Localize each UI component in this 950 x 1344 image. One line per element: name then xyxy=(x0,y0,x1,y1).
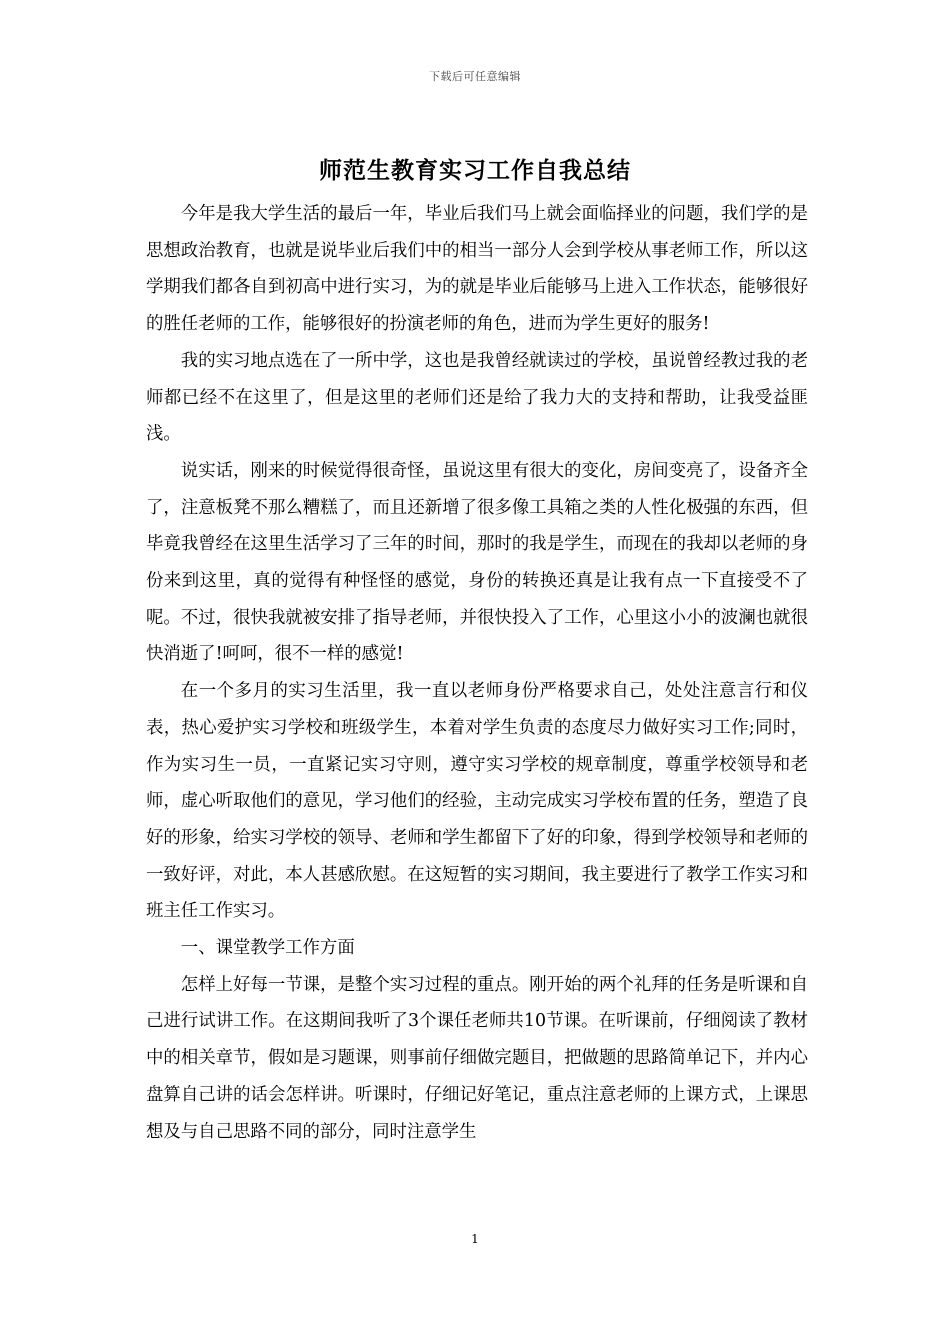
paragraph-location: 我的实习地点选在了一所中学，这也是我曾经就读过的学校，虽说曾经教过我的老师都已经不在这里了，但是这里的老师们还是给了我力大的支持和帮助，让我受益匪浅。 xyxy=(146,350,808,445)
paragraph-first-impressions: 说实话，刚来的时候觉得很奇怪，虽说这里有很大的变化，房间变亮了，设备齐全了，注意板凳不那么糟糕了，而且还新增了很多像工具箱之类的人性化极强的东西，但毕竟我曾经在这里生活学习了三年的时间，那时的我是学生，而现在的我却以老师的身份来到这里，真的觉得有种怪怪的感觉，身份的转换还真是让我有点一下直接受不了呢。不过，很快我就被安排了指导老师，并很快投入了工作，心里这小小的波澜也就很快消逝了!呵呵，很不一样的感觉! xyxy=(146,460,808,665)
section-heading-teaching: 一、课堂教学工作方面 xyxy=(180,938,355,959)
document-title: 师范生教育实习工作自我总结 xyxy=(319,158,631,184)
paragraph-teaching: 怎样上好每一节课，是整个实习过程的重点。刚开始的两个礼拜的任务是听课和自己进行试讲工作。在这期间我听了3个课任老师共10节课。在听课前，仔细阅读了教材中的相关章节，假如是习题课，则事前仔细做完题目，把做题的思路简单记下，并内心盘算自己讲的话会怎样讲。听课时，仔细记好笔记，重点注意老师的上课方式，上课思想及与自己思路不同的部分，同时注意学生 xyxy=(146,974,808,1142)
paragraph-conduct: 在一个多月的实习生活里，我一直以老师身份严格要求自己，处处注意言行和仪表，热心爱护实习学校和班级学生，本着对学生负责的态度尽力做好实习工作;同时，作为实习生一员，一直紧记实习守则，遵守实习学校的规章制度，尊重学校领导和老师，虚心听取他们的意见，学习他们的经验，主动完成实习学校布置的任务，塑造了良好的形象，给实习学校的领导、老师和学生都留下了好的印象，得到学校领导和老师的一致好评，对此，本人甚感欣慰。在这短暂的实习期间，我主要进行了教学工作实习和班主任工作实习。 xyxy=(146,681,808,922)
page-number: 1 xyxy=(471,1232,479,1246)
paragraph-intro: 今年是我大学生活的最后一年，毕业后我们马上就会面临择业的问题，我们学的是思想政治教育，也就是说毕业后我们中的相当一部分人会到学校从事老师工作，所以这学期我们都各自到初高中进行实习，为的就是毕业后能够马上进入工作状态，能够很好的胜任老师的工作，能够很好的扮演老师的角色，进而为学生更好的服务! xyxy=(146,204,808,335)
document-body xyxy=(146,196,808,1150)
header-note: 下载后可任意编辑 xyxy=(429,70,521,83)
